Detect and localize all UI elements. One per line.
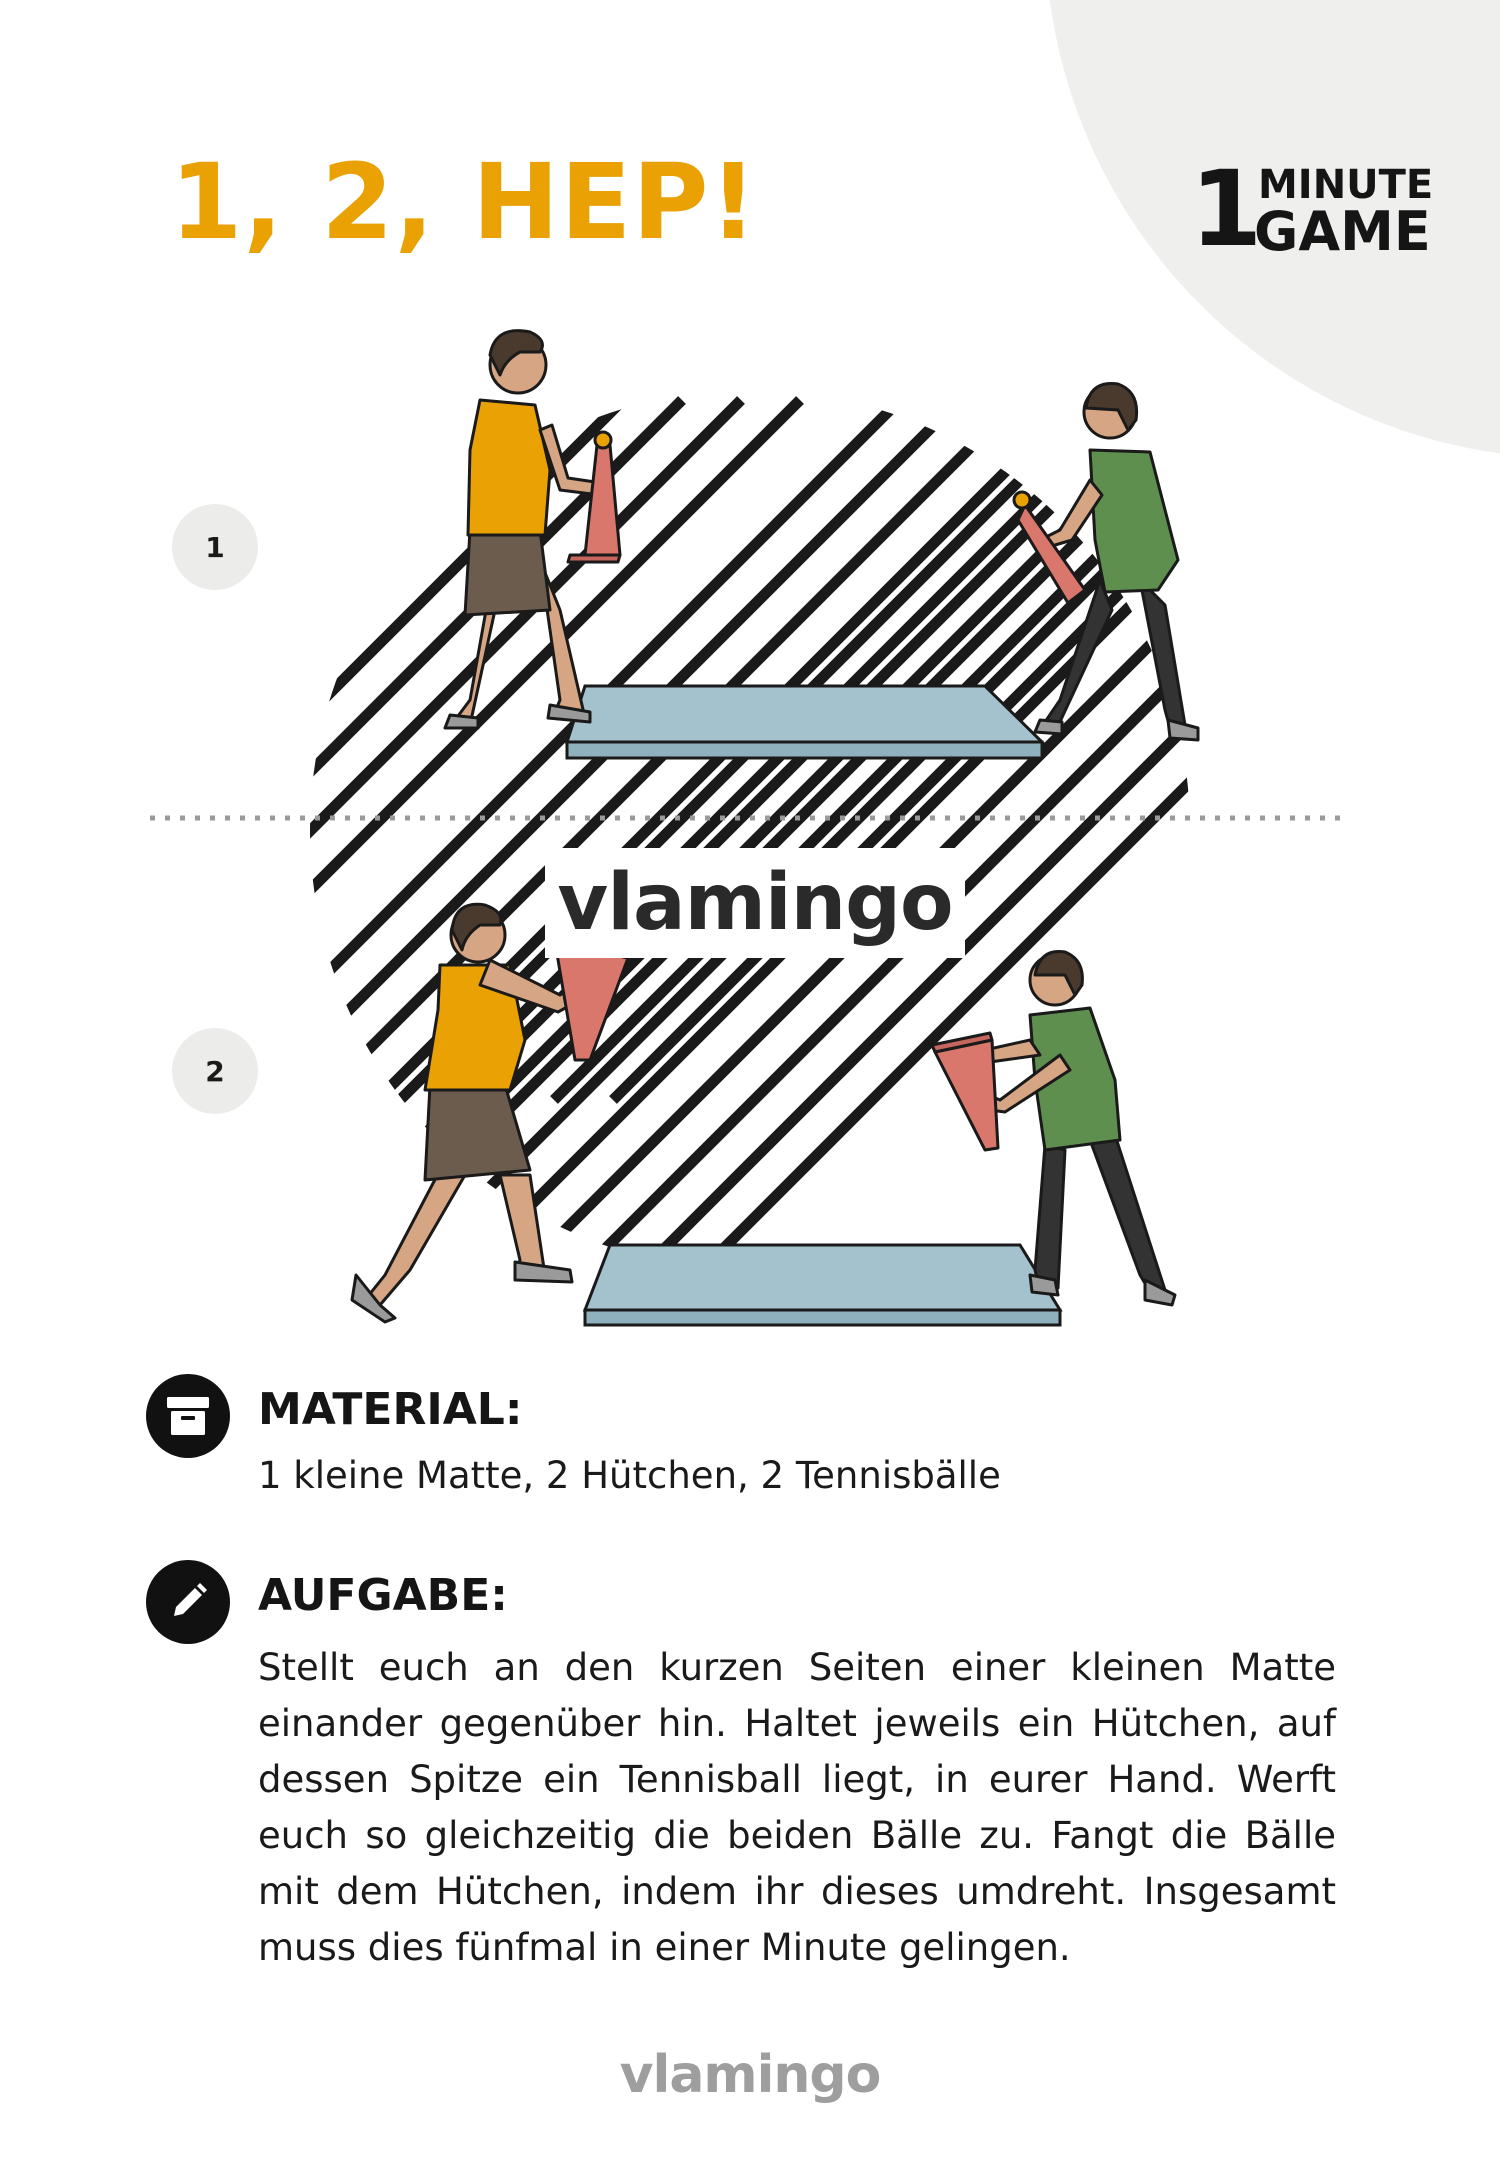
material-section (146, 1374, 1336, 1524)
cone-step-2-right (932, 1033, 998, 1150)
mat-step-2 (585, 1245, 1060, 1325)
material-heading: MATERIAL: (258, 1384, 523, 1435)
task-section (146, 1560, 1336, 1980)
pencil-icon (146, 1560, 230, 1644)
task-text: Stellt euch an den kurzen Seiten einer kleinen Matte einander gegenüber hin. Haltet jeweils ein Hütchen, auf dessen Spitze ein Tennisball liegt, in eurer Hand. Werft euch so gleichzeitig die beiden Bälle zu. Fangt die Bälle mit dem Hütchen, indem ihr dieses umdreht. Insgesamt muss dies fünfmal in einer Minute gelingen. (258, 1646, 1336, 1969)
page-title: 1, 2, HEP! (170, 141, 758, 263)
step-number-1: 1 (172, 504, 258, 590)
mat-step-1 (567, 686, 1042, 758)
footer-brand-logo: vlamingo (619, 2045, 881, 2105)
badge-number: 1 (1190, 148, 1263, 270)
illustration-watermark-logo: vlamingo (545, 848, 965, 958)
step-number-2: 2 (172, 1028, 258, 1114)
badge-line-game: GAME (1254, 200, 1431, 263)
box-icon (146, 1374, 230, 1458)
material-text: 1 kleine Matte, 2 Hütchen, 2 Tennisbälle (258, 1454, 1001, 1497)
task-heading: AUFGABE: (258, 1570, 508, 1621)
badge-line-minute: MINUTE (1258, 162, 1434, 208)
